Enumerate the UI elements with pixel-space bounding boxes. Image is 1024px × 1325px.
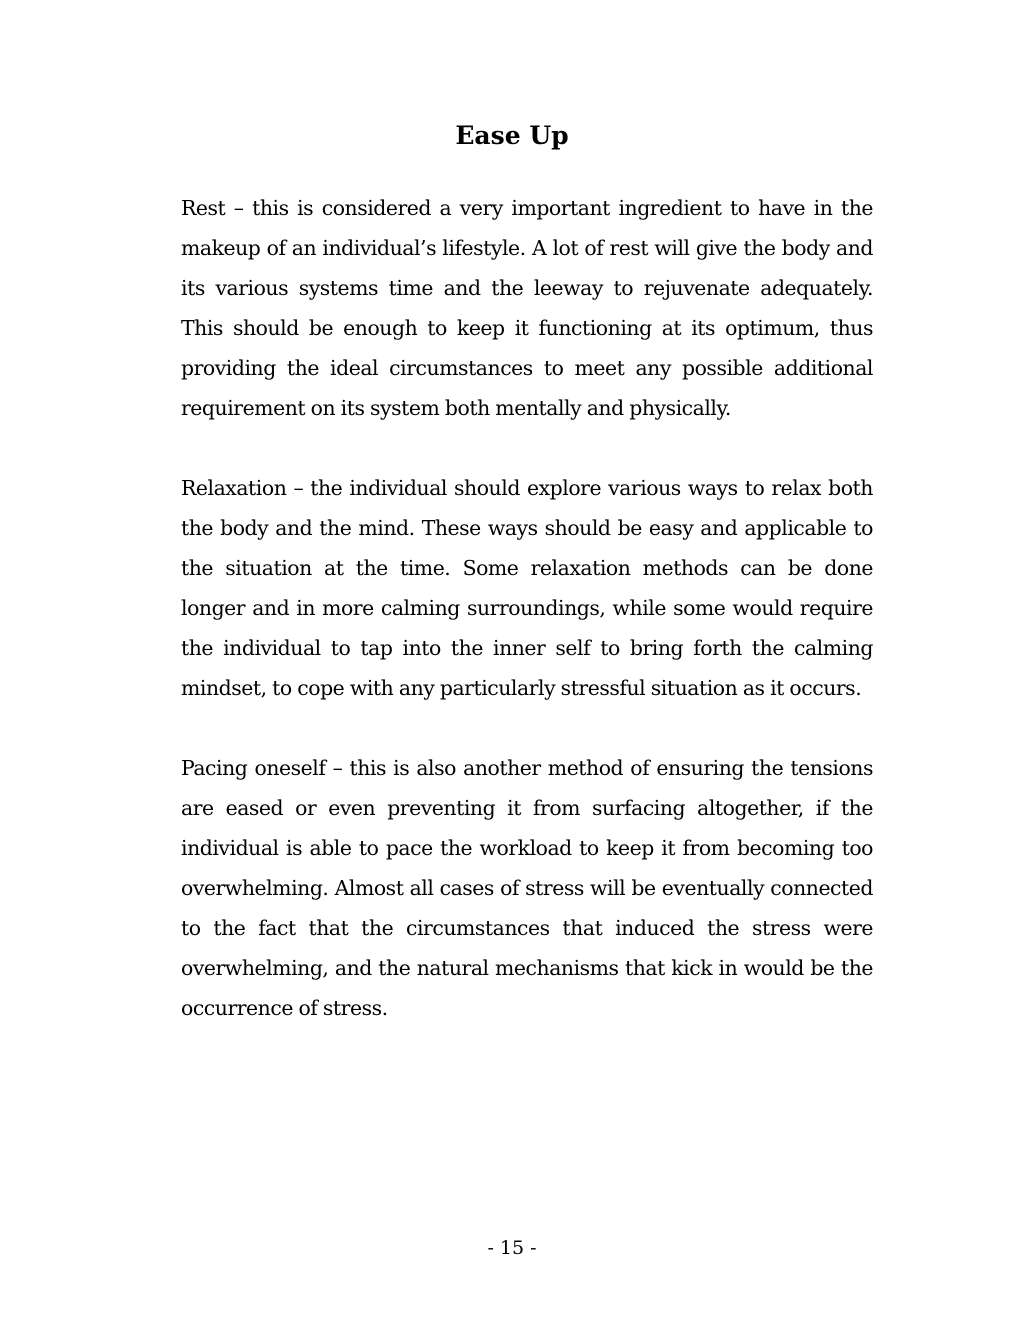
document-body [181,188,873,1068]
page-number: - 15 - [487,1237,537,1259]
page-title: Ease Up [455,121,569,150]
paragraph-pacing-oneself: Pacing oneself – this is also another method of ensuring the tensions are eased or even preventing it from surfacing altogether, if the individual is able to pace the workload to keep it from becoming too overwhelming. Almost all cases of stress will be eventually connected to the fact that the circumstances that induced the stress were overwhelming, and the natural mechanisms that kick in would be the occurrence of stress. [181,756,873,1020]
paragraph-relaxation: Relaxation – the individual should explore various ways to relax both the body and the mind. These ways should be easy and applicable to the situation at the time. Some relaxation methods can be done longer and in more calming surroundings, while some would require the individual to tap into the inner self to bring forth the calming mindset, to cope with any particularly stressful situation as it occurs. [181,476,873,700]
paragraph-rest: Rest – this is considered a very important ingredient to have in the makeup of an individual’s lifestyle. A lot of rest will give the body and its various systems time and the leeway to rejuvenate adequately. This should be enough to keep it functioning at its optimum, thus providing the ideal circumstances to meet any possible additional requirement on its system both mentally and physically. [181,196,873,420]
